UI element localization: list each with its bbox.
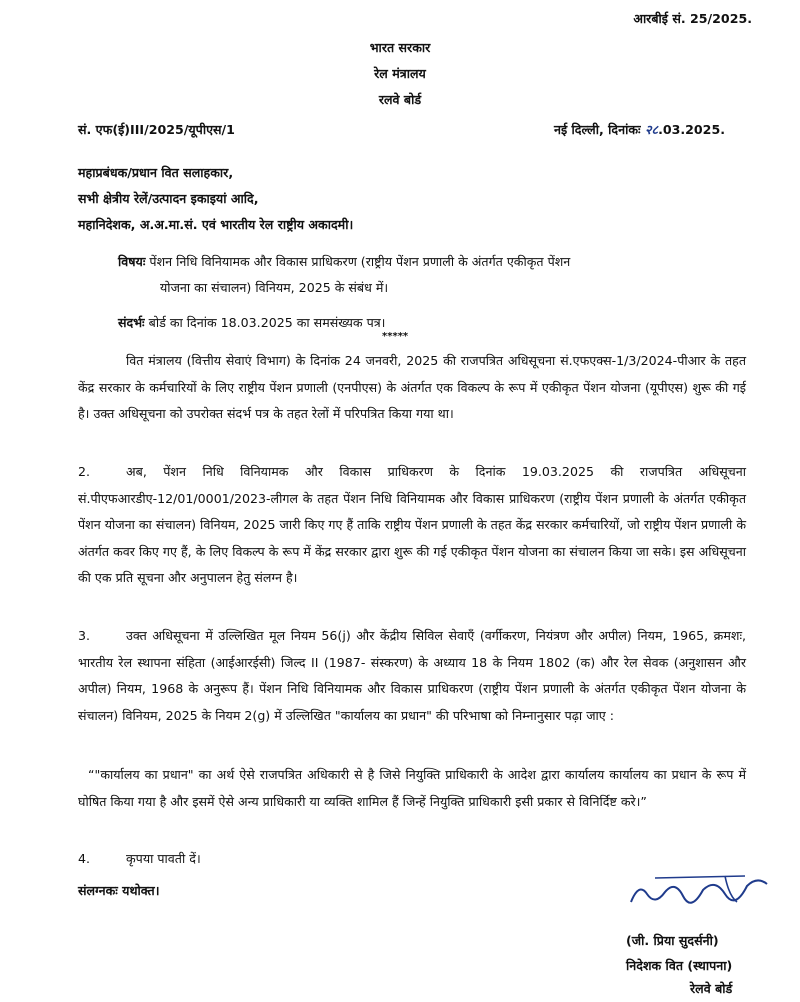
reference-number: सं. एफ(ई)III/2025/यूपीएस/1 xyxy=(78,122,235,137)
subject-text-2: योजना का संचालन) विनियम, 2025 के संबंध में। xyxy=(160,280,389,295)
header-ministry: रेल मंत्रालय xyxy=(374,66,426,81)
addressee-line-3: महानिदेशक, अ.अ.मा.सं. एवं भारतीय रेल राष्ट्रीय अकादमी। xyxy=(78,217,354,232)
reference-label: संदर्भः xyxy=(118,315,145,330)
signatory-office: रेलवे बोर्ड xyxy=(690,981,733,996)
handwritten-signature xyxy=(625,872,775,912)
header-board: रलवे बोर्ड xyxy=(378,92,422,107)
reference-line xyxy=(118,310,385,336)
paragraph-3-text: उक्त अधिसूचना में उल्लिखित मूल नियम 56(j) और केंद्रीय सिविल सेवाएँ (वर्गीकरण, नियंत्रण और अपील) नियम, 1965, क्रमशः, भारतीय रेल स्थापना संहिता (आईआरईसी) जिल्द II (1987- संस्करण) के अध्याय 18 के नियम 1802 (क) और रेल सेवक (अनुशासन और अपील) नियम, 1968 के अनुरूप हैं। पेंशन निधि विनियामक और विकास प्राधिकरण (राष्ट्रीय पेंशन प्रणाली के अंतर्गत एकीकृत पेंशन योजना के संचालन) विनियम, 2025 के नियम 2(g) में उल्लिखित "कार्यालय का प्रधान" की परिभाषा को निम्नानुसार पढ़ा जाए : xyxy=(78,628,746,723)
subject-line-1 xyxy=(118,249,570,275)
addressee-line-2: सभी क्षेत्रीय रेलें/उत्पादन इकाइयां आदि, xyxy=(78,191,259,206)
subject-label: विषयः xyxy=(118,254,146,269)
signatory-designation: निदेशक वित (स्थापना) xyxy=(626,958,733,973)
paragraph-1-text: वित मंत्रालय (वित्तीय सेवाएं विभाग) के दिनांक 24 जनवरी, 2025 की राजपत्रित अधिसूचना सं.एफएक्स-1/3/2024-पीआर के तहत केंद्र सरकार के कर्मचारियों के लिए राष्ट्रीय पेंशन प्रणाली (एनपीएस) के अंतर्गत एक विकल्प के रूप में एकीकृत पेंशन योजना (यूपीएस) शुरू की गई है। उक्त अधिसूचना को उपरोक्त संदर्भ पत्र के तहत रेलों में परिपत्रित किया गया था। xyxy=(78,353,746,421)
date-suffix: .03.2025. xyxy=(658,122,725,137)
place-date-prefix: नई दिल्ली, दिनांकः xyxy=(553,122,641,137)
header-govt: भारत सरकार xyxy=(369,40,431,55)
place-date xyxy=(554,117,725,143)
subject-text-1: पेंशन निधि विनियामक और विकास प्राधिकरण (राष्ट्रीय पेंशन प्रणाली के अंतर्गत एकीकृत पेंशन xyxy=(149,254,571,269)
paragraph-1 xyxy=(78,348,746,428)
enclosure-note: संलग्नकः यथोक्त। xyxy=(78,883,160,898)
paragraph-2-text: अब, पेंशन निधि विनियामक और विकास प्राधिकरण के दिनांक 19.03.2025 की राजपत्रित अधिसूचना सं.पीएफआरडीए-12/01/0001/2023-लीगल के तहत पेंशन निधि विनियामक और विकास प्राधिकरण (राष्ट्रीय पेंशन प्रणाली के अंतर्गत एकीकृत पेंशन योजना का संचालन) विनियम, 2025 जारी किए गए हैं ताकि राष्ट्रीय पेंशन प्रणाली के तहत केंद्र सरकार कर्मचारियों, जो राष्ट्रीय पेंशन प्रणाली के अंतर्गत कवर किए गए हैं, के लिए विकल्प के रूप में केंद्र सरकार द्वारा शुरू की गई एकीकृत पेंशन योजना का संचालन किया जा सके। इस अधिसूचना की एक प्रति सूचना और अनुपालन हेतु संलग्न है। xyxy=(78,464,746,585)
document-number: आरबीई सं. 25/2025. xyxy=(633,11,752,26)
quoted-definition-text: “"कार्यालय का प्रधान" का अर्थ ऐसे राजपत्रित अधिकारी से है जिसे नियुक्ति प्राधिकारी के आदेश द्वारा कार्यालय कार्यालय का प्रधान के रूप में घोषित किया गया है और इसमें ऐसे अन्य प्राधिकारी या व्यक्ति शामिल हैं जिन्हें नियुक्ति प्राधिकारी इसी प्रकार से विनिर्दिष्ट करे।” xyxy=(78,767,746,809)
date-handwritten: २८ xyxy=(644,122,659,137)
quoted-definition xyxy=(78,762,746,815)
signatory-name: (जी. प्रिया सुदर्सनी) xyxy=(626,933,719,948)
addressee-line-1: महाप्रबंधक/प्रधान वित सलाहकार, xyxy=(78,165,234,180)
paragraph-4-number: 4. xyxy=(78,851,91,866)
signature-image xyxy=(625,872,775,912)
paragraph-2-number: 2. xyxy=(78,464,91,479)
paragraph-4 xyxy=(78,846,201,872)
paragraph-3 xyxy=(78,623,746,729)
reference-text: बोर्ड का दिनांक 18.03.2025 का समसंख्यक पत्र। xyxy=(148,315,386,330)
paragraph-3-number: 3. xyxy=(78,628,91,643)
paragraph-4-text: कृपया पावती दें। xyxy=(126,851,201,866)
paragraph-2 xyxy=(78,459,746,592)
separator-stars: ***** xyxy=(382,331,409,342)
